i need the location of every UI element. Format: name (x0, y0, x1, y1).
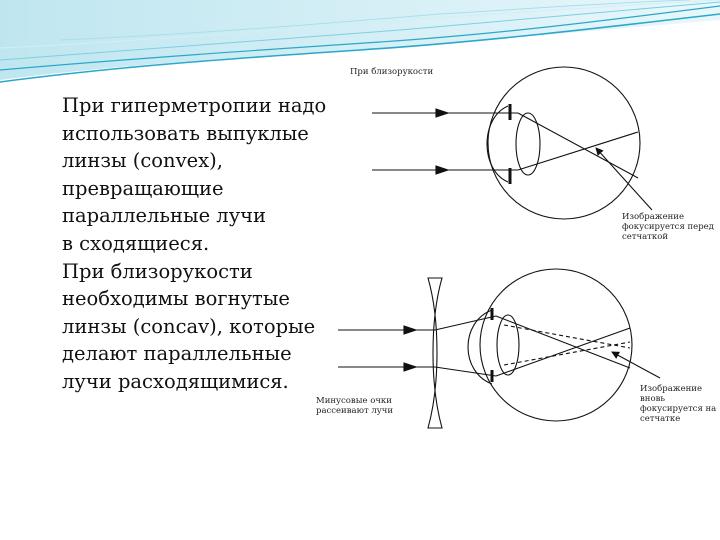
top-crystalline-lens (516, 113, 540, 175)
top-focus-pointer (596, 148, 652, 210)
bottom-caption-line: вновь (640, 394, 665, 404)
main-paragraph (62, 92, 362, 396)
paragraph-line: в сходящиеся. (62, 231, 210, 255)
bottom-caption-line: сетчатке (640, 414, 681, 424)
top-ray-lower-arrow (436, 166, 448, 174)
lens-caption-line: рассеивают лучи (316, 406, 394, 416)
bottom-caption-line: фокусируется на (640, 404, 717, 414)
bottom-ray-uncorrected-2 (504, 342, 630, 365)
bottom-ray-upper-arrow (404, 326, 416, 334)
bottom-focus-pointer (612, 352, 660, 378)
paragraph-line: использовать выпуклые (62, 121, 309, 145)
top-figure-title: При близорукости (350, 67, 434, 77)
top-caption-line: фокусируется перед (622, 222, 714, 232)
top-eye-figure (372, 67, 652, 219)
bottom-ray-lower-arrow (404, 363, 416, 371)
top-caption-line: сетчаткой (622, 232, 668, 242)
bottom-ray-upper-refracted (496, 316, 630, 368)
paragraph-line: линзы (concav), которые (62, 314, 316, 338)
paragraph-line: превращающие (62, 176, 224, 200)
concave-lens (428, 278, 442, 428)
bottom-figure-caption (640, 384, 716, 424)
top-cornea (487, 106, 508, 182)
paragraph-line: линзы (convex), (62, 149, 223, 173)
paragraph-line: лучи расходящимися. (62, 369, 289, 393)
lens-caption-line: Минусовые очки (316, 396, 392, 406)
paragraph-line: необходимы вогнутые (62, 287, 290, 311)
lens-caption (316, 396, 393, 416)
top-caption-line: Изображение (622, 212, 685, 222)
bottom-ray-lower-refracted (496, 328, 630, 376)
bottom-caption-line: Изображение (640, 384, 703, 394)
top-ray-upper-arrow (436, 109, 448, 117)
paragraph-line: При гиперметропии надо (62, 94, 327, 117)
paragraph-line: делают параллельные (62, 342, 292, 366)
paragraph-line: При близорукости (62, 259, 253, 283)
bottom-ray-upper-diverged (435, 316, 496, 330)
top-figure-caption (622, 212, 714, 242)
paragraph-line: параллельные лучи (62, 204, 267, 228)
top-eyeball (488, 67, 640, 219)
bottom-ray-uncorrected-1 (504, 325, 630, 348)
top-ray-lower-refracted (518, 132, 638, 170)
bottom-ray-lower-diverged (435, 367, 496, 376)
bottom-eyeball (480, 269, 632, 421)
